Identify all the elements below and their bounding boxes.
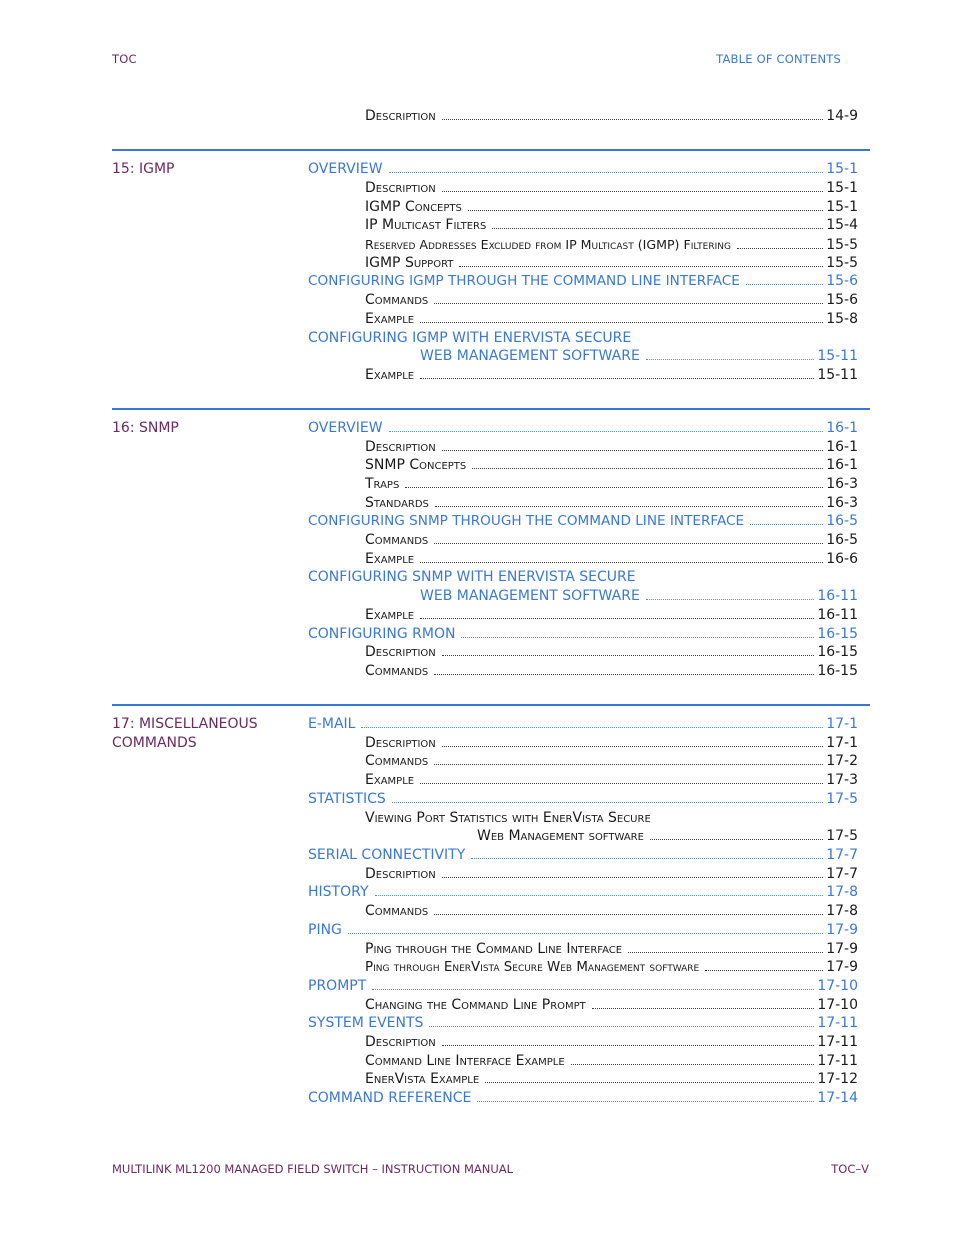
toc-entry-label: CONFIGURING IGMP WITH ENERVISTA SECURE [308, 330, 632, 346]
toc-entry-label: Commands [365, 292, 429, 308]
toc-entry-label: OVERVIEW [308, 161, 383, 177]
toc-entry-label: Example [365, 607, 415, 623]
toc-entry-label: CONFIGURING SNMP THROUGH THE COMMAND LINE INTERFACE [308, 513, 745, 529]
toc-entry-label: Description [365, 1034, 436, 1050]
toc-entry-page: 17-5 [826, 828, 858, 844]
toc-entry[interactable] [365, 958, 858, 977]
toc-entry-label: Description [365, 180, 436, 196]
toc-entry-label: Description [365, 439, 436, 455]
dot-leader [628, 948, 823, 953]
dot-leader [459, 262, 823, 267]
toc-chapter-entry[interactable] [308, 512, 858, 531]
toc-entry-label: Traps [365, 476, 400, 492]
dot-leader [442, 115, 823, 120]
toc-entry-label: WEB MANAGEMENT SOFTWARE [420, 348, 640, 364]
toc-entry-label: Ping through EnerVista Secure Web Management software [365, 960, 700, 975]
toc-chapter-entry[interactable] [308, 790, 858, 809]
footer-page-number: TOC–V [831, 1162, 869, 1176]
toc-entry-label: Example [365, 311, 415, 327]
dot-leader [434, 670, 814, 675]
dot-leader [420, 374, 814, 379]
toc-entry-page: 17-14 [817, 1090, 858, 1106]
dot-leader [477, 1097, 814, 1102]
toc-chapter-entry[interactable] [308, 883, 858, 902]
toc-entry[interactable] [365, 216, 858, 235]
toc-entry-label: Description [365, 735, 436, 751]
dot-leader [646, 595, 815, 600]
dot-leader [571, 1060, 815, 1065]
toc-entry-page: 17-9 [826, 941, 858, 957]
toc-entry-label: Commands [365, 753, 429, 769]
section-title-snmp[interactable]: 16: SNMP [112, 420, 179, 436]
toc-entry-label: Description [365, 108, 436, 124]
toc-entry-label: SYSTEM EVENTS [308, 1015, 424, 1031]
toc-entry-page: 17-9 [826, 922, 858, 938]
toc-chapter-entry-continued[interactable] [420, 347, 858, 366]
dot-leader [372, 985, 814, 990]
dot-leader [420, 558, 823, 563]
toc-entry-continued[interactable] [477, 827, 858, 846]
toc-entry-page: 14-9 [826, 108, 858, 124]
dot-leader [705, 966, 823, 971]
toc-entry-page: 17-11 [817, 1053, 858, 1069]
toc-entry-page: 16-11 [817, 588, 858, 604]
toc-entry-page: 15-11 [817, 367, 858, 383]
toc-entry[interactable] [365, 366, 858, 385]
dot-leader [375, 891, 824, 896]
dot-leader [442, 1041, 815, 1046]
toc-entry-label: Description [365, 866, 436, 882]
toc-chapter-entry[interactable] [308, 921, 858, 940]
dot-leader [434, 910, 823, 915]
toc-entry[interactable] [365, 1052, 858, 1071]
dot-leader [442, 873, 823, 878]
section-divider [112, 704, 870, 706]
toc-entry-page: 15-5 [826, 237, 858, 253]
dot-leader [389, 427, 824, 432]
toc-entry-label: Example [365, 367, 415, 383]
dot-leader [472, 464, 823, 469]
toc-chapter-entry[interactable] [308, 977, 858, 996]
toc-entry-page: 16-15 [817, 626, 858, 642]
toc-entry-page: 16-11 [817, 607, 858, 623]
toc-entry-page: 16-15 [817, 644, 858, 660]
toc-entry-page: 17-8 [826, 884, 858, 900]
toc-entry-page: 16-6 [826, 551, 858, 567]
toc-entry-page: 17-2 [826, 753, 858, 769]
toc-entry-page: 17-10 [817, 978, 858, 994]
toc-entry[interactable] [365, 809, 858, 828]
toc-entry-label: COMMAND REFERENCE [308, 1090, 472, 1106]
toc-chapter-entry[interactable] [308, 625, 858, 644]
toc-entry[interactable] [365, 771, 858, 790]
toc-entry[interactable] [365, 1033, 858, 1052]
toc-entry-label: CONFIGURING SNMP WITH ENERVISTA SECURE [308, 569, 636, 585]
toc-entry-label: Ping through the Command Line Interface [365, 941, 623, 957]
dot-leader [650, 835, 823, 840]
dot-leader [442, 187, 823, 192]
toc-entry-label: PROMPT [308, 978, 367, 994]
toc-entry-label: CONFIGURING RMON [308, 626, 456, 642]
toc-entry[interactable] [365, 107, 858, 126]
toc-entry-label: E-MAIL [308, 716, 356, 732]
dot-leader [405, 483, 823, 488]
toc-entry-page: 15-6 [826, 292, 858, 308]
dot-leader [434, 299, 823, 304]
section-title-misc[interactable]: 17: MISCELLANEOUS COMMANDS [112, 716, 258, 751]
dot-leader [750, 520, 823, 525]
toc-entry[interactable] [365, 734, 858, 753]
toc-entry-label: IP Multicast Filters [365, 217, 487, 233]
toc-chapter-entry[interactable] [308, 715, 858, 734]
toc-entry-page: 15-8 [826, 311, 858, 327]
dot-leader [468, 206, 823, 211]
section-title-igmp[interactable]: 15: IGMP [112, 161, 175, 177]
toc-chapter-entry[interactable] [308, 272, 858, 291]
toc-entry-page: 17-9 [826, 959, 858, 975]
toc-entry-label: Commands [365, 903, 429, 919]
toc-entry[interactable] [365, 310, 858, 329]
dot-leader [435, 502, 823, 507]
toc-entry-label: CONFIGURING IGMP THROUGH THE COMMAND LINE INTERFACE [308, 273, 740, 289]
toc-entry-label: PING [308, 922, 342, 938]
toc-entry-label: Web Management software [477, 828, 644, 844]
toc-chapter-entry[interactable] [308, 1089, 858, 1108]
toc-entry[interactable] [365, 865, 858, 884]
dot-leader [434, 760, 823, 765]
toc-entry[interactable] [365, 198, 858, 217]
toc-entry-label: SNMP Concepts [365, 457, 467, 473]
toc-entry-label: EnerVista Example [365, 1071, 480, 1087]
toc-entry-page: 15-6 [826, 273, 858, 289]
toc-chapter-entry[interactable] [308, 419, 858, 438]
section-divider [112, 408, 870, 410]
toc-entry-label: Example [365, 551, 415, 567]
toc-entry-page: 17-1 [826, 735, 858, 751]
toc-entry[interactable] [365, 438, 858, 457]
toc-entry-page: 15-5 [826, 255, 858, 271]
toc-chapter-entry[interactable] [308, 1014, 858, 1033]
toc-entry-page: 17-1 [826, 716, 858, 732]
toc-entry-page: 16-1 [826, 420, 858, 436]
toc-entry[interactable] [365, 996, 858, 1015]
toc-entry[interactable] [365, 752, 858, 771]
toc-entry-page: 17-11 [817, 1015, 858, 1031]
dot-leader [361, 723, 823, 728]
dot-leader [746, 280, 823, 285]
toc-entry-page: 16-5 [826, 532, 858, 548]
toc-entry[interactable] [365, 235, 858, 254]
toc-entry-page: 17-11 [817, 1034, 858, 1050]
footer-manual-title: MULTILINK ML1200 MANAGED FIELD SWITCH – INSTRUCTION MANUAL [112, 1162, 514, 1176]
dot-leader [442, 742, 823, 747]
header-section-title[interactable]: TABLE OF CONTENTS [716, 52, 841, 66]
toc-entry-label: IGMP Support [365, 255, 454, 271]
toc-entry-page: 17-7 [826, 866, 858, 882]
toc-entry-label: OVERVIEW [308, 420, 383, 436]
toc-chapter-entry[interactable] [308, 568, 858, 587]
dot-leader [392, 798, 823, 803]
toc-entry-page: 17-10 [817, 997, 858, 1013]
toc-entry[interactable] [365, 179, 858, 198]
toc-entry-label: HISTORY [308, 884, 369, 900]
toc-entry-page: 15-1 [826, 161, 858, 177]
toc-entry-label: Description [365, 644, 436, 660]
toc-entry-page: 16-1 [826, 457, 858, 473]
toc-entry[interactable] [365, 475, 858, 494]
dot-leader [737, 244, 823, 249]
toc-entry-page: 16-15 [817, 663, 858, 679]
dot-leader [420, 318, 823, 323]
toc-entry-label: Changing the Command Line Prompt [365, 997, 586, 1013]
toc-entry-label: Commands [365, 663, 429, 679]
toc-entry-page: 15-1 [826, 180, 858, 196]
dot-leader [434, 539, 823, 544]
toc-entry-page: 17-7 [826, 847, 858, 863]
dot-leader [429, 1022, 814, 1027]
toc-entry[interactable] [365, 550, 858, 569]
dot-leader [646, 355, 815, 360]
dot-leader [492, 224, 823, 229]
dot-leader [348, 929, 823, 934]
toc-entry-label: IGMP Concepts [365, 199, 462, 215]
toc-chapter-entry[interactable] [308, 160, 858, 179]
toc-chapter-entry-continued[interactable] [420, 587, 858, 606]
dot-leader [420, 779, 823, 784]
toc-entry-label: Command Line Interface Example [365, 1053, 565, 1069]
toc-entry[interactable] [365, 940, 858, 959]
toc-chapter-entry[interactable] [308, 846, 858, 865]
dot-leader [592, 1004, 815, 1009]
toc-entry-label: WEB MANAGEMENT SOFTWARE [420, 588, 640, 604]
toc-entry-page: 16-5 [826, 513, 858, 529]
toc-entry-page: 15-1 [826, 199, 858, 215]
toc-entry[interactable] [365, 531, 858, 550]
toc-entry[interactable] [365, 254, 858, 273]
toc-entry[interactable] [365, 606, 858, 625]
section-divider [112, 149, 870, 151]
toc-entry-page: 17-12 [817, 1071, 858, 1087]
toc-entry-page: 16-3 [826, 476, 858, 492]
toc-entry-label: Standards [365, 495, 429, 511]
toc-entry-page: 17-8 [826, 903, 858, 919]
toc-entry-page: 16-3 [826, 495, 858, 511]
toc-entry-label: Reserved Addresses Excluded from IP Multicast (IGMP) Filtering [365, 237, 731, 252]
toc-entry-label: Example [365, 772, 415, 788]
toc-entry-page: 17-3 [826, 772, 858, 788]
toc-entry-page: 16-1 [826, 439, 858, 455]
toc-entry[interactable] [365, 643, 858, 662]
header-toc-link[interactable]: TOC [112, 52, 137, 66]
dot-leader [471, 854, 823, 859]
toc-entry[interactable] [365, 662, 858, 681]
dot-leader [461, 633, 814, 638]
toc-entry[interactable] [365, 456, 858, 475]
dot-leader [442, 446, 823, 451]
dot-leader [389, 168, 824, 173]
toc-entry[interactable] [365, 1070, 858, 1089]
toc-entry-page: 15-4 [826, 217, 858, 233]
toc-entry-label: Viewing Port Statistics with EnerVista Secure [365, 810, 651, 826]
toc-entry[interactable] [365, 291, 858, 310]
toc-entry[interactable] [365, 902, 858, 921]
dot-leader [442, 651, 815, 656]
toc-entry-label: SERIAL CONNECTIVITY [308, 847, 466, 863]
toc-entry[interactable] [365, 494, 858, 513]
toc-entry-page: 15-11 [817, 348, 858, 364]
dot-leader [485, 1078, 814, 1083]
toc-entry-label: STATISTICS [308, 791, 386, 807]
toc-chapter-entry[interactable] [308, 329, 858, 348]
toc-entry-label: Commands [365, 532, 429, 548]
dot-leader [420, 614, 814, 619]
toc-entry-page: 17-5 [826, 791, 858, 807]
